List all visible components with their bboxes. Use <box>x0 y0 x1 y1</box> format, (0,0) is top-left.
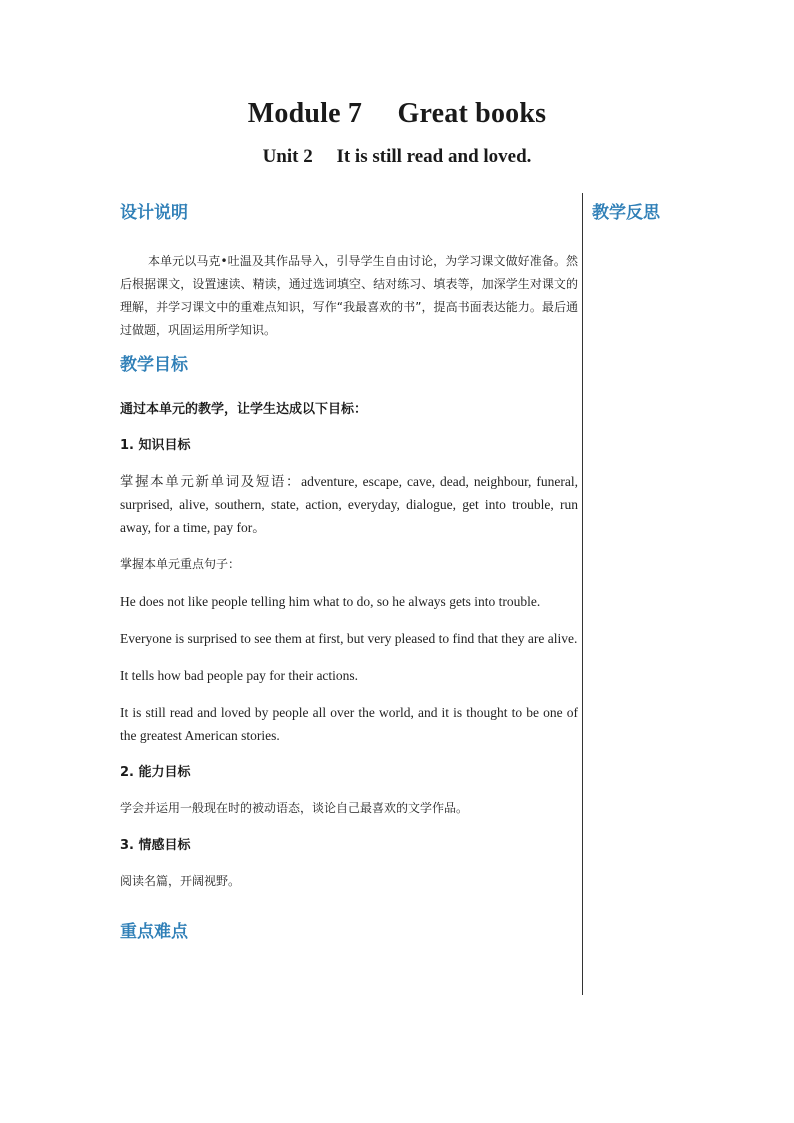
page-title: Module 7 Great books <box>247 98 547 129</box>
vocab-text: 掌握本单元新单词及短语：adventure, escape, cave, dead, neighbour, funeral, surprised, alive, southern, state, action, everyday, dialogue, get into trouble, run away, for a time, pay for。 <box>120 474 578 535</box>
sentence-2: Everyone is surprised to see them at first, but very pleased to find that they are alive. <box>120 631 578 646</box>
sentence-3: It tells how bad people pay for their actions. <box>120 668 359 683</box>
main-column <box>120 200 578 945</box>
column-divider <box>582 193 583 995</box>
emotion-text: 阅读名篇，开阔视野。 <box>120 874 241 888</box>
sentence-1: He does not like people telling him what to do, so he always gets into trouble. <box>120 594 541 609</box>
reflection-heading: 教学反思 <box>592 203 660 223</box>
sentences-label: 掌握本单元重点句子： <box>120 557 241 571</box>
ability-text: 学会并运用一般现在时的被动语态，谈论自己最喜欢的文学作品。 <box>120 801 469 815</box>
key-points-heading: 重点难点 <box>120 922 188 942</box>
design-text: 本单元以马克•吐温及其作品导入，引导学生自由讨论，为学习课文做好准备。然后根据课文，设置速读、精读，通过选词填空、结对练习、填表等，加深学生对课文的理解，并学习课文中的重难点知识，写作“我最喜欢的书”，提高书面表达能力。最后通过做题，巩固运用所学知识。 <box>120 254 578 337</box>
sentence-4: It is still read and loved by people all over the world, and it is thought to be one of the greatest American stories. <box>120 705 578 743</box>
emotion-heading: 3. 情感目标 <box>120 838 191 853</box>
design-heading: 设计说明 <box>120 203 188 223</box>
knowledge-heading: 1. 知识目标 <box>120 438 191 453</box>
reflection-column <box>592 200 762 226</box>
ability-heading: 2. 能力目标 <box>120 765 191 780</box>
page-subtitle: Unit 2 It is still read and loved. <box>262 146 532 167</box>
goals-lead: 通过本单元的教学，让学生达成以下目标： <box>120 402 368 417</box>
goals-heading: 教学目标 <box>120 355 188 375</box>
